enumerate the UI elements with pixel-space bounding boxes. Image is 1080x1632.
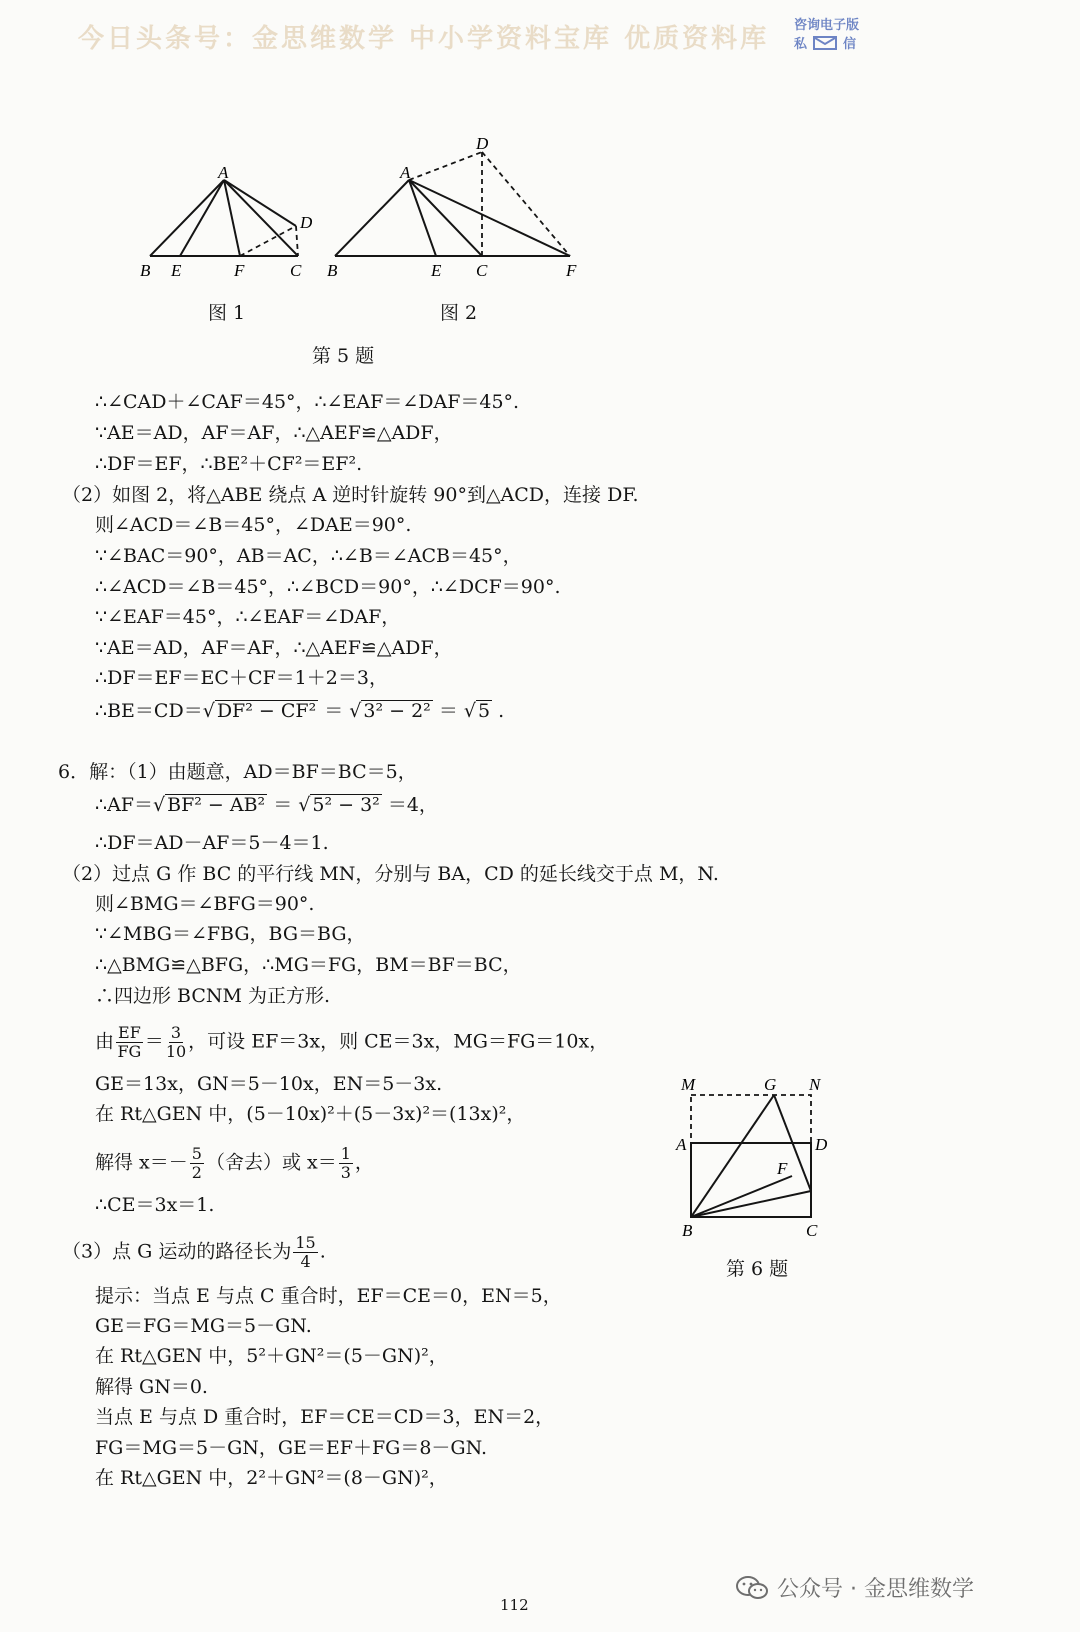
sol5-line-10: ∴DF＝EF＝EC＋CF＝1＋2＝3， — [95, 667, 388, 689]
envelope-icon — [813, 36, 837, 50]
sol6-l12-frac1 — [190, 1145, 204, 1182]
sol6-line-17: 在 Rt△GEN 中，5²＋GN²＝(5－GN)²， — [95, 1345, 448, 1367]
figure5-fig2 — [327, 134, 577, 280]
fig1-label-c: C — [290, 261, 302, 280]
fig1-line-ac — [224, 180, 298, 256]
figure5-fig2-caption: 图 2 — [440, 302, 478, 324]
fig1-label-f: F — [234, 261, 245, 280]
fig6-label-g: G — [764, 1075, 777, 1094]
fig1-line-fd — [240, 226, 296, 256]
fig1-label-e: E — [171, 261, 182, 280]
sol6-line-16: GE＝FG＝MG＝5－GN. — [95, 1315, 312, 1337]
sol6-line-15: 提示：当点 E 与点 C 重合时，EF＝CE＝0，EN＝5， — [95, 1285, 562, 1307]
fig6-label-f: F — [777, 1159, 788, 1178]
sol6-l9-frac1 — [116, 1024, 143, 1061]
fig2-label-d: D — [476, 134, 489, 153]
sol6-line-4: （2）过点 G 作 BC 的平行线 MN，分别与 BA，CD 的延长线交于点 M，N. — [62, 863, 719, 885]
fig2-line-df — [482, 152, 570, 256]
sol6-line-19: 当点 E 与点 D 重合时，EF＝CE＝CD＝3，EN＝2， — [95, 1406, 555, 1428]
figure6-caption: 第 6 题 — [726, 1258, 789, 1280]
sol6-l12-frac2-den: 3 — [340, 1163, 351, 1182]
sol6-l9-pre: 由 — [95, 1030, 115, 1053]
fig1-line-af — [224, 180, 240, 256]
sol5-line-3: ∴DF＝EF，∴BE²＋CF²＝EF². — [95, 453, 363, 475]
sol6-line-2: ∴AF＝√ BF² − AB² ＝ √ 5² − 3² ＝4， — [95, 794, 438, 816]
sol6-line-11: 在 Rt△GEN 中，(5－10x)²＋(5－3x)²＝(13x)²， — [95, 1103, 526, 1125]
footer-watermark-text: 公众号 · 金思维数学 — [777, 1577, 974, 1602]
sol6-l12-mid: （舍去）或 x＝ — [205, 1151, 337, 1174]
fig2-label-b: B — [327, 261, 338, 280]
sol6-l9-frac1-den: FG — [117, 1042, 142, 1061]
fig2-label-e: E — [431, 261, 442, 280]
fig2-line-ab — [335, 180, 409, 256]
sol6-l12-frac2 — [339, 1145, 353, 1182]
figure5-diagrams — [130, 130, 610, 330]
sol6-line-18: 解得 GN＝0. — [95, 1376, 208, 1398]
sol5-l11-eq: ＝ — [432, 700, 464, 722]
header-banner — [0, 0, 1080, 70]
sol6-l12-end: ， — [354, 1151, 374, 1174]
sol6-l12-frac1-den: 2 — [191, 1163, 202, 1182]
fig2-label-a: A — [400, 163, 411, 182]
sol6-l14-frac-num: 15 — [295, 1233, 316, 1252]
sol5-l11-mid: ＝ — [318, 700, 350, 722]
footer-watermark — [735, 1572, 974, 1603]
sol6-l12-pre: 解得 x＝－ — [95, 1151, 188, 1174]
sol5-line-8: ∵∠EAF＝45°，∴∠EAF＝∠DAF， — [95, 606, 401, 628]
sol6-l2-mid: ＝ — [267, 794, 299, 816]
sol6-line-12 — [95, 1145, 374, 1182]
sol6-line-10: GE＝13x，GN＝5－10x，EN＝5－3x. — [95, 1073, 443, 1095]
contact-message — [794, 33, 856, 52]
figure6-diagram — [670, 1070, 850, 1250]
sol5-line-4: （2）如图 2，将△ABE 绕点 A 逆时针旋转 90°到△ACD，连接 DF. — [62, 484, 639, 506]
sol6-l9-eq: ＝ — [144, 1030, 164, 1053]
sol6-l9-frac1-num: EF — [118, 1023, 141, 1042]
fig6-square-bcnm — [691, 1095, 811, 1217]
fig2-line-af — [409, 180, 570, 256]
sol6-l2-end: ＝4， — [381, 794, 438, 816]
sol6-line-1: 6．解：（1）由题意，AD＝BF＝BC＝5， — [58, 761, 417, 783]
fig6-label-a: A — [676, 1135, 687, 1154]
fig6-line-be — [691, 1191, 811, 1217]
header-watermark: 今日头条号：金思维数学 中小学资料宝库 优质资料库 — [78, 24, 770, 54]
fig1-label-b: B — [140, 261, 151, 280]
figure5-caption: 第 5 题 — [312, 345, 375, 367]
sol6-l14-pre: （3）点 G 运动的路径长为 — [62, 1240, 292, 1263]
sol5-l11-end: . — [492, 700, 505, 722]
fig2-label-c: C — [476, 261, 488, 280]
sol6-line-5: 则∠BMG＝∠BFG＝90°. — [95, 893, 315, 915]
fig6-label-d: D — [815, 1135, 828, 1154]
sol6-line-7: ∴△BMG≌△BFG，∴MG＝FG，BM＝BF＝BC， — [95, 954, 522, 976]
fig6-line-bg — [691, 1095, 774, 1217]
sol5-line-9: ∵AE＝AD，AF＝AF，∴△AEF≌△ADF， — [95, 637, 453, 659]
sol6-line-20: FG＝MG＝5－GN，GE＝EF＋FG＝8－GN. — [95, 1437, 488, 1459]
sol6-l9-frac2 — [166, 1024, 186, 1061]
figure5-fig1-caption: 图 1 — [208, 302, 246, 324]
contact-label: 咨询电子版 — [794, 18, 860, 33]
wechat-icon — [735, 1575, 769, 1601]
sol6-l14-frac — [293, 1234, 317, 1271]
sol6-l14-frac-den: 4 — [300, 1252, 311, 1271]
fig1-label-a: A — [218, 163, 229, 182]
sol6-l9-frac2-den: 10 — [165, 1042, 187, 1061]
fig1-line-dc — [296, 226, 298, 256]
sol6-l2-root2: 5² − 3² — [312, 794, 380, 816]
contact-right-text: 信 — [843, 37, 857, 52]
sol5-l11-root2: 3² − 2² — [363, 700, 431, 722]
sol6-line-8: ∴四边形 BCNM 为正方形. — [95, 985, 331, 1007]
sol5-l11-pre: ∴BE＝CD＝ — [95, 700, 203, 722]
fig2-line-ad — [409, 152, 482, 180]
sol5-line-6: ∵∠BAC＝90°，AB＝AC，∴∠B＝∠ACB＝45°， — [95, 545, 522, 567]
sol6-line-9 — [95, 1024, 608, 1061]
sol5-line-5: 则∠ACD＝∠B＝45°，∠DAE＝90°. — [95, 514, 412, 536]
sol5-l11-root1: DF² − CF² — [216, 700, 317, 722]
sol6-l14-end: . — [319, 1240, 326, 1263]
contact-left-text: 私 — [794, 37, 808, 52]
sol5-line-7: ∴∠ACD＝∠B＝45°，∴∠BCD＝90°，∴∠DCF＝90°. — [95, 576, 561, 598]
sol6-l2-root1: BF² − AB² — [167, 794, 266, 816]
sol6-l2-pre: ∴AF＝ — [95, 794, 153, 816]
sol6-line-14 — [62, 1234, 326, 1271]
fig6-label-b: B — [682, 1221, 693, 1240]
fig1-line-ad — [224, 180, 296, 226]
fig2-line-ac — [409, 180, 482, 256]
sol6-l12-frac1-num: 5 — [191, 1144, 202, 1163]
page-number: 112 — [500, 1596, 529, 1614]
figure5-fig1 — [140, 163, 313, 280]
sol6-line-6: ∵∠MBG＝∠FBG，BG＝BG， — [95, 923, 366, 945]
fig6-label-c: C — [806, 1221, 818, 1240]
sol6-line-3: ∴DF＝AD－AF＝5－4＝1. — [95, 832, 329, 854]
sol6-line-13: ∴CE＝3x＝1. — [95, 1194, 215, 1216]
fig2-label-f: F — [566, 261, 577, 280]
sol6-l9-post: ，可设 EF＝3x，则 CE＝3x，MG＝FG＝10x， — [188, 1030, 609, 1053]
fig1-label-d: D — [300, 213, 313, 232]
sol5-line-11: ∴BE＝CD＝√ DF² − CF² ＝ √ 3² − 2² ＝ √ 5 . — [95, 700, 505, 722]
sol6-l9-frac2-num: 3 — [170, 1023, 182, 1042]
sol6-line-21: 在 Rt△GEN 中，2²＋GN²＝(8－GN)²， — [95, 1467, 448, 1489]
fig6-rect-abcd — [691, 1143, 811, 1217]
sol5-line-1: ∴∠CAD＋∠CAF＝45°，∴∠EAF＝∠DAF＝45°. — [95, 391, 520, 413]
sol5-line-2: ∵AE＝AD，AF＝AF，∴△AEF≌△ADF， — [95, 422, 453, 444]
sol6-l12-frac2-num: 1 — [340, 1144, 351, 1163]
fig6-label-m: M — [681, 1075, 696, 1094]
sol5-l11-root3: 5 — [478, 700, 491, 722]
fig6-label-n: N — [809, 1075, 821, 1094]
